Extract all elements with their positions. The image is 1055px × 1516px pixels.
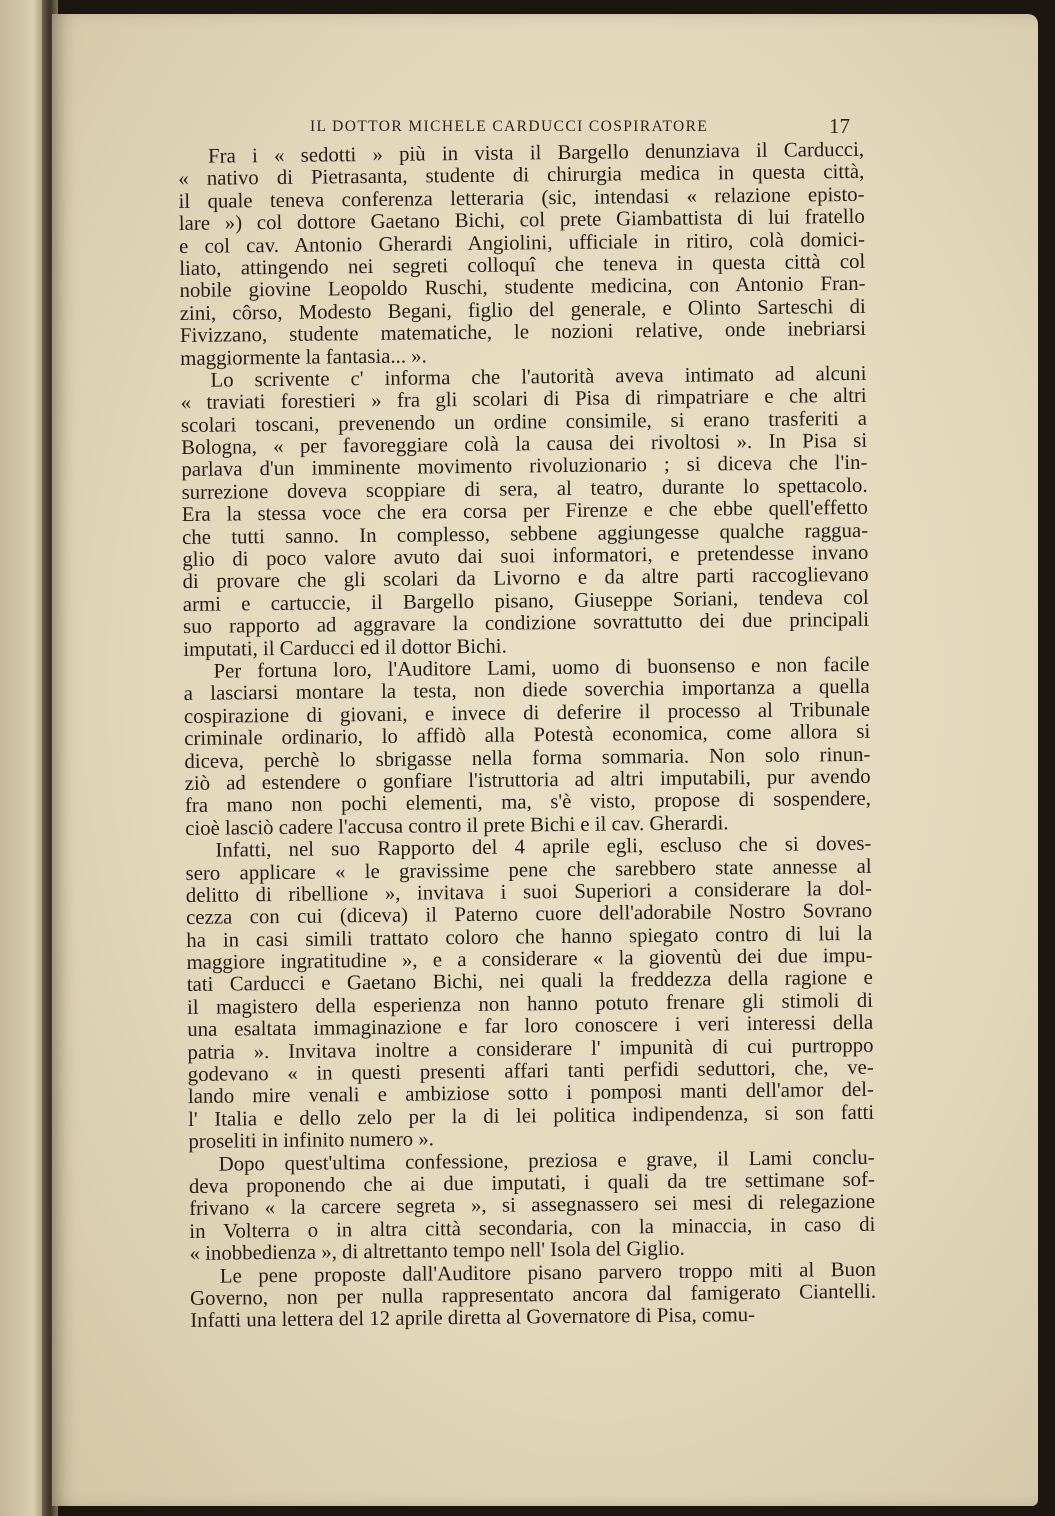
text-line: fra mano non pochi elementi, ma, s'è visto, propose di sospendere, — [184, 787, 871, 818]
text-line: Lo scrivente c' informa che l'autorità aveva intimato ad alcuni — [210, 361, 867, 392]
paragraph — [190, 1258, 877, 1332]
text-line: il quale teneva conferenza letteraria (sic, intendasi « relazione episto- — [178, 182, 865, 213]
text-line: suo rapporto ad aggravare la condizione sovrattutto dei due principali — [182, 607, 870, 639]
text-line: surrezione doveva scoppiare di sera, al teatro, durante lo spettacolo. — [181, 473, 868, 504]
text-line: e col cav. Antonio Gherardi Angiolini, ufficiale in ritiro, colà domici- — [178, 227, 866, 258]
text-line: patria ». Invitava inoltre a considerare l' impunità di cui purtroppo — [187, 1033, 874, 1064]
text-line: Infatti, nel suo Rapporto del 4 aprile egli, escluso che si doves- — [215, 831, 872, 862]
text-line: che tutti sanno. In complesso, sebbene aggiungesse qualche ragguа- — [181, 518, 869, 549]
text-line: di provare che gli scolari da Livorno e da altre parti raccoglievano — [182, 563, 869, 594]
text-line: sero applicare « le gravissime pene che sarebbero state annesse al — [185, 854, 872, 885]
text-line: parlava d'un imminente movimento rivoluzionario ; si diceva che l'in- — [181, 451, 868, 482]
text-line: Per fortuna loro, l'Auditore Lami, uomo di buonsenso e non facile — [213, 652, 870, 683]
paragraph — [185, 833, 874, 1154]
text-line: lando mire venali e ambiziose sotto i pomposi manti dell'amor del- — [187, 1078, 875, 1109]
text-line: cospirazione di giovani, e invece di deferire il processo al Tribunale — [183, 697, 871, 728]
facing-page-edge — [0, 0, 48, 1516]
text-line: Bologna, « per favoreggiare colà la causa dei rivoltosi ». In Pisa si — [181, 428, 868, 460]
text-line: Era la stessa voce che era corsa per Firenze e che ebbe quell'effetto — [181, 496, 868, 527]
body-text — [178, 139, 876, 1333]
paragraph — [180, 363, 869, 661]
text-line: Fra i « sedotti » più in vista il Bargello denunziava il Carducci, — [207, 137, 865, 168]
text-line: nobile giovine Leopoldo Ruschi, studente medicina, con Antonio Fran- — [179, 272, 866, 303]
text-line: ha in casi simili trattato coloro che hanno spiegato contro di lui la — [186, 921, 873, 952]
text-line: « nativo di Pietrasanta, studente di chirurgia medica in questa città, — [178, 160, 865, 191]
text-line: Infatti una lettera del 12 aprile diretta al Governatore di Pisa, comu- — [190, 1303, 756, 1333]
text-line: Governo, non per nulla rappresentato ancora dal famigerato Ciantelli. — [189, 1279, 877, 1310]
page-number: 17 — [829, 114, 850, 138]
paragraph — [183, 654, 871, 840]
text-line: zini, côrso, Modesto Begani, figlio del generale, e Olinto Sarteschi di — [179, 294, 866, 325]
running-title: IL DOTTOR MICHELE CARDUCCI COSPIRATORE — [310, 118, 709, 135]
text-line: lare ») col dottore Gaetano Bichi, col prete Giambattista di lui fratello — [178, 204, 865, 236]
page-header — [258, 114, 850, 142]
text-line: Dopo quest'ultima confessione, preziosa e grave, il Lami conclu- — [218, 1145, 875, 1176]
text-line: delitto di ribellione », invitava i suoi Superiori a considerare la dol- — [185, 876, 872, 907]
text-line: cioè lasciò cadere l'accusa contro il prete Bichi e il cav. Gherardi. — [185, 810, 729, 840]
text-line: criminale ordinario, lo affidò alla Potestà economica, come allora si — [184, 719, 871, 751]
text-line: imputati, il Carducci ed il dottor Bichi. — [183, 634, 507, 661]
text-line: Fivizzano, studente matematiche, le nozioni relative, onde inebriarsi — [179, 316, 867, 348]
text-line: godevano « in questi presenti affari tanti perfidi seduttori, che, ve- — [187, 1055, 874, 1086]
paragraph — [189, 1146, 876, 1265]
text-line: in Volterra o in altra città secondaria, con la minaccia, in caso di — [189, 1212, 876, 1243]
text-line: « traviati forestieri » fra gli scolari di Pisa di rimpatriare e che altri — [180, 384, 867, 415]
text-line: proseliti in infinito numero ». — [188, 1127, 435, 1154]
text-line: « inobbedienza », di altrettanto tempo nell' Isola del Giglio. — [189, 1236, 685, 1266]
text-line: ziò ad estendere o gonfiare l'istruttoria ad altri imputabili, pur avendo — [184, 764, 871, 795]
text-line: deva proponendo che ai due imputati, i quali da tre settimane sof- — [188, 1167, 875, 1198]
text-line: maggiormente la fantasia... ». — [180, 343, 427, 370]
text-line: frivano « la carcere segreta », si assegnassero sei mesi di relegazione — [189, 1190, 876, 1221]
text-line: armi e cartuccie, il Bargello pisano, Giuseppe Soriani, tendeva col — [182, 585, 869, 616]
text-line: glio di poco valore avuto dai suoi informatori, e pretendesse invano — [182, 540, 869, 572]
text-line: liato, attingendo nei segreti colloquî che teneva in questa città col — [179, 249, 866, 280]
text-line: l' Italia e dello zelo per la di lei politica indipendenza, si son fatti — [188, 1100, 875, 1131]
text-line: scolari toscani, prevenendo un ordine consimile, si erano trasferiti a — [180, 406, 868, 437]
text-line: a lasciarsi montare la testa, non diede soverchia importanza a quella — [183, 675, 870, 706]
paragraph — [178, 139, 866, 370]
text-line: cezza con cui (diceva) il Paterno cuore dell'adorabile Nostro Sovrano — [185, 899, 873, 930]
text-line: tati Carducci e Gaetano Bichi, nei quali la freddezza della ragione e — [186, 966, 873, 997]
text-line: diceva, perchè lo sbrigasse nella forma sommaria. Non solo rinun- — [184, 742, 871, 773]
text-line: il magistero della esperienza non hanno potuto frenare gli stimoli di — [186, 988, 874, 1019]
text-line: una esaltata immaginazione e far loro conoscere i veri interessi della — [187, 1011, 874, 1042]
text-line: maggiore ingratitudine », e a considerare « la gioventù dei due impu- — [186, 943, 873, 975]
text-line: Le pene proposte dall'Auditore pisano parvero troppo miti al Buon — [219, 1257, 876, 1288]
